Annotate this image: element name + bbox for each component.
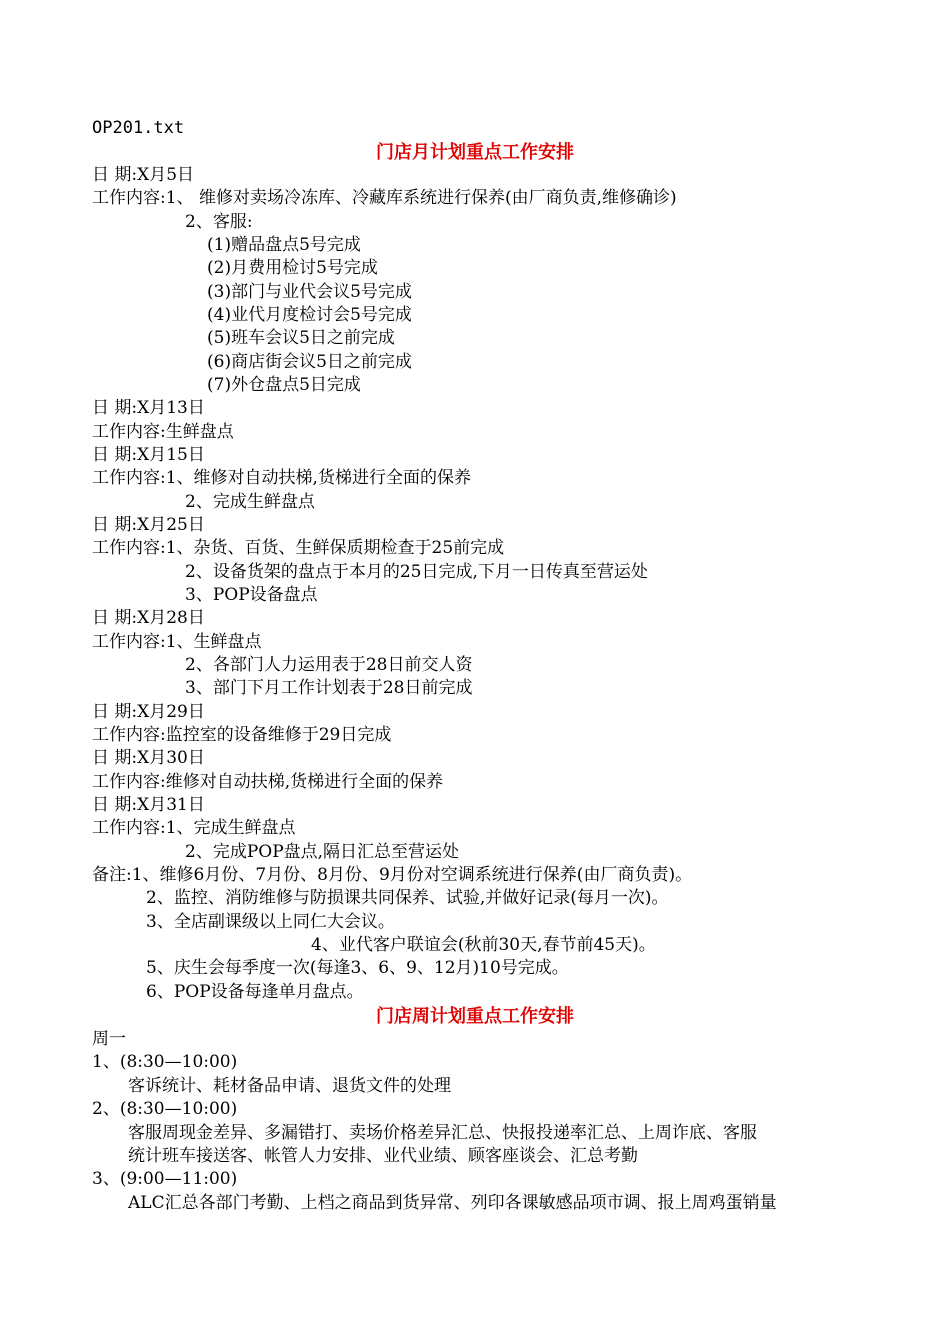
remarks-item: 4、业代客户联谊会(秋前30天,春节前45天)。: [311, 935, 656, 955]
work-content-line: 工作内容:生鲜盘点: [92, 422, 234, 442]
remarks-item: 3、全店副课级以上同仁大会议。: [146, 912, 395, 932]
work-content-line: 工作内容:维修对自动扶梯,货梯进行全面的保养: [92, 772, 444, 792]
sub-item: (2)月费用检讨5号完成: [207, 258, 378, 278]
sub-item: (6)商店街会议5日之前完成: [207, 352, 412, 372]
task-line: 客诉统计、耗材备品申请、退货文件的处理: [128, 1076, 451, 1096]
sub-item: (7)外仓盘点5日完成: [207, 375, 361, 395]
work-content-line: 工作内容:1、生鲜盘点: [92, 632, 262, 652]
date-line: 日 期:X月5日: [92, 165, 195, 185]
date-line: 日 期:X月30日: [92, 748, 205, 768]
remarks-item: 2、监控、消防维修与防损课共同保养、试验,并做好记录(每月一次)。: [146, 888, 669, 908]
date-line: 日 期:X月29日: [92, 702, 205, 722]
time-slot: 1、(8:30—10:00): [92, 1052, 238, 1072]
date-line: 日 期:X月28日: [92, 608, 205, 628]
sub-item: (4)业代月度检讨会5号完成: [207, 305, 412, 325]
weekly-plan-title: 门店周计划重点工作安排: [376, 1006, 574, 1027]
work-item: 2、完成生鲜盘点: [185, 492, 315, 512]
remarks-item: 6、POP设备每逢单月盘点。: [146, 982, 364, 1002]
weekday-heading: 周一: [92, 1029, 126, 1049]
task-line: ALC汇总各部门考勤、上档之商品到货异常、列印各课敏感品项市调、报上周鸡蛋销量: [128, 1193, 777, 1213]
work-item: 2、设备货架的盘点于本月的25日完成,下月一日传真至营运处: [185, 562, 648, 582]
work-content-line: 工作内容:1、杂货、百货、生鲜保质期检查于25前完成: [92, 538, 505, 558]
work-item: 3、部门下月工作计划表于28日前完成: [185, 678, 473, 698]
sub-item: (3)部门与业代会议5号完成: [207, 282, 412, 302]
work-content-line: 工作内容:1、 维修对卖场冷冻库、冷藏库系统进行保养(由厂商负责,维修确诊): [92, 188, 677, 208]
task-line: 统计班车接送客、帐管人力安排、业代业绩、顾客座谈会、汇总考勤: [128, 1146, 638, 1166]
work-item: 2、各部门人力运用表于28日前交人资: [185, 655, 473, 675]
work-item: 3、POP设备盘点: [185, 585, 318, 605]
time-slot: 3、(9:00—11:00): [92, 1169, 238, 1189]
remarks-line: 备注:1、维修6月份、7月份、8月份、9月份对空调系统进行保养(由厂商负责)。: [92, 865, 693, 885]
sub-item: (1)赠品盘点5号完成: [207, 235, 361, 255]
date-line: 日 期:X月13日: [92, 398, 205, 418]
work-item: 2、完成POP盘点,隔日汇总至营运处: [185, 842, 460, 862]
date-line: 日 期:X月15日: [92, 445, 205, 465]
work-content-line: 工作内容:1、完成生鲜盘点: [92, 818, 296, 838]
file-name: OP201.txt: [92, 118, 185, 138]
monthly-plan-title: 门店月计划重点工作安排: [376, 142, 574, 163]
time-slot: 2、(8:30—10:00): [92, 1099, 238, 1119]
work-content-line: 工作内容:监控室的设备维修于29日完成: [92, 725, 392, 745]
work-item: 2、客服:: [185, 212, 253, 232]
date-line: 日 期:X月31日: [92, 795, 205, 815]
date-line: 日 期:X月25日: [92, 515, 205, 535]
work-content-line: 工作内容:1、维修对自动扶梯,货梯进行全面的保养: [92, 468, 471, 488]
sub-item: (5)班车会议5日之前完成: [207, 328, 395, 348]
remarks-item: 5、庆生会每季度一次(每逢3、6、9、12月)10号完成。: [146, 958, 569, 978]
task-line: 客服周现金差异、多漏错打、卖场价格差异汇总、快报投递率汇总、上周诈底、客服: [128, 1123, 757, 1143]
